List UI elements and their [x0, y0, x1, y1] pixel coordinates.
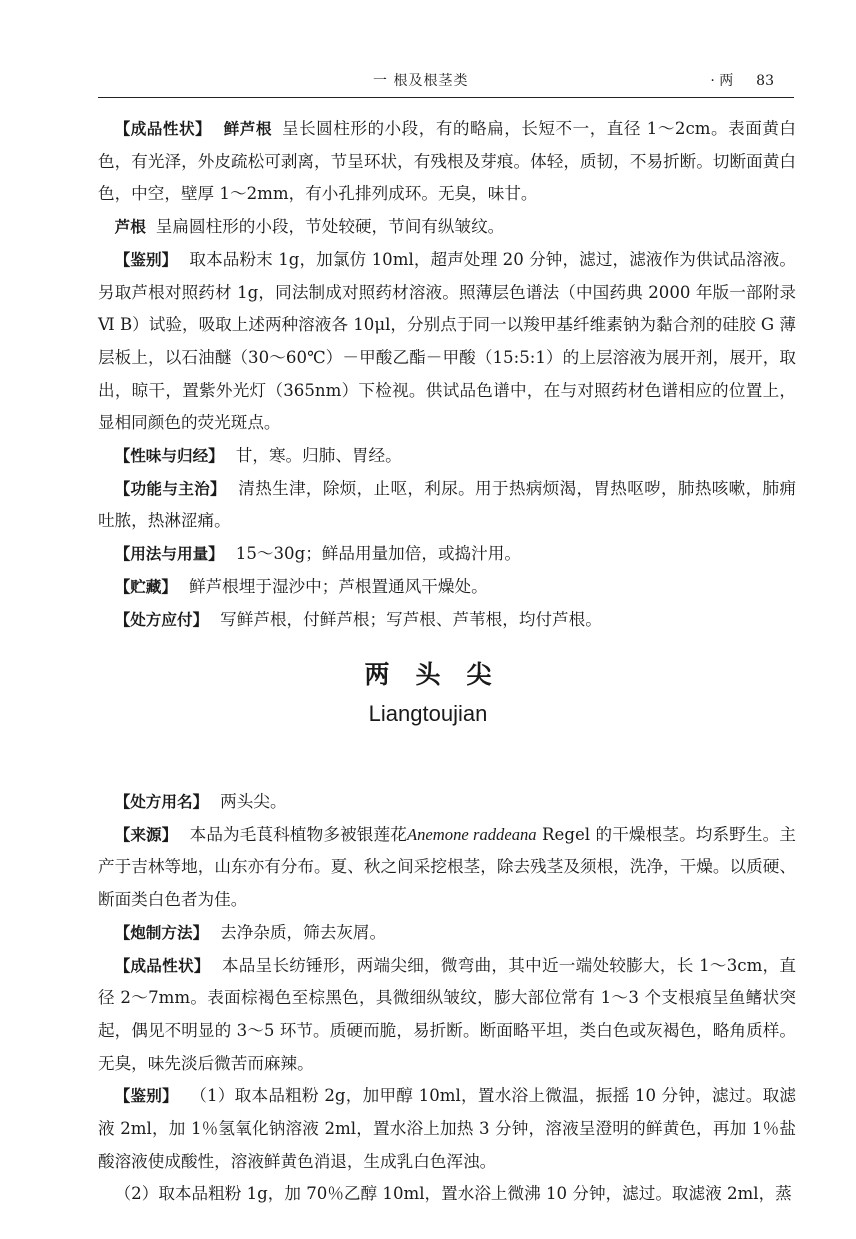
entry-pinyin: Liangtoujian [368, 701, 488, 726]
section-text: 两头尖。 [220, 792, 287, 811]
section-chengpin-xingzhuang-2 [98, 950, 796, 1081]
section-label: 【炮制方法】 [114, 923, 209, 942]
sub-label: 鲜芦根 [223, 120, 272, 138]
section-chufang [98, 604, 796, 637]
section-paozhi [98, 917, 796, 950]
section-chengpin-xingzhuang [98, 113, 796, 211]
section-lugen [98, 211, 796, 244]
section-text: （1）取本品粗粉 2g，加甲醇 10ml，置水浴上微温，振摇 10 分钟，滤过。取滤液 2ml，加 1％氢氧化钠溶液 2ml，置水浴上加热 3 分钟，溶液呈澄明的鲜黄色，再加 1％盐酸溶液使成酸性，溶液鲜黄色消退，生成乳白色浑浊。 [98, 1086, 796, 1171]
section-text: 呈长圆柱形的小段，有的略扁，长短不一，直径 1～2cm。表面黄白色，有光泽，外皮疏松可剥离，节呈环状，有残根及芽痕。体轻，质韧，不易折断。切断面黄白色，中空，壁厚 1～2mm，有小孔排列成环。无臭，味甘。 [98, 119, 796, 204]
lower-entry-body [98, 786, 796, 1211]
header-page-char: · 两 [710, 73, 734, 89]
section-chufang-yongming [98, 786, 796, 819]
section-text: 取本品粉末 1g，加氯仿 10ml，超声处理 20 分钟，滤过，滤液作为供试品溶液。另取芦根对照药材 1g，同法制成对照药材溶液。照薄层色谱法（中国药典 2000 年版一部附录Ⅵ B）试验，吸取上述两种溶液各 10μl，分别点于同一以羧甲基纤维素钠为黏合剂的硅胶 G 薄层板上，以石油醚（30～60℃）－甲酸乙酯－甲酸（15:5:1）的上层溶液为展开剂，展开，取出，晾干，置紫外光灯（365nm）下检视。供试品色谱中，在与对照药材色谱相应的位置上，显相同颜色的荧光斑点。 [98, 249, 796, 433]
header-page-info [710, 70, 774, 90]
section-text: 去净杂质，筛去灰屑。 [220, 922, 387, 942]
header-section-title: 一 根及根茎类 [373, 73, 469, 89]
running-header [98, 68, 794, 94]
upper-entry-body [98, 113, 796, 636]
section-text: 15～30g；鲜品用量加倍，或捣汁用。 [235, 544, 521, 564]
latin-name: Anemone raddeana [406, 824, 537, 844]
section-label: 【鉴别】 [114, 1087, 178, 1106]
section-text: Regel 的干燥根茎。均系野生。主产于吉林等地，山东亦有分布。夏、秋之间采挖根茎，除去残茎及须根，洗净，干燥。以质硬、断面类白色者为佳。 [98, 824, 796, 910]
section-text: 本品为毛茛科植物多被银莲花 [189, 824, 407, 844]
section-text: 本品呈长纺锤形，两端尖细，微弯曲，其中近一端处较膨大，长 1～3cm，直径 2～7mm。表面棕褐色至棕黑色，具微细纵皱纹，膨大部位常有 1～3 个支根痕呈鱼鳍状突起，偶见不明显的 3～5 环节。质硬而脆，易折断。断面略平坦，类白色或灰褐色，略角质样。无臭，味先淡后微苦而麻辣。 [98, 955, 796, 1073]
section-gongneng [98, 473, 796, 538]
section-text: 呈扁圆柱形的小段，节处较硬，节间有纵皱纹。 [155, 217, 505, 237]
section-text: 写鲜芦根，付鲜芦根；写芦根、芦苇根，均付芦根。 [220, 609, 602, 629]
section-label: 【来源】 [114, 825, 178, 844]
section-label: 【性味与归经】 [114, 447, 224, 466]
section-label: 【用法与用量】 [114, 545, 224, 564]
section-label: 【贮藏】 [114, 577, 177, 596]
section-xingwei [98, 440, 796, 473]
section-yongfa [98, 538, 796, 571]
section-label: 【处方用名】 [114, 793, 209, 811]
section-label: 【鉴别】 [114, 250, 178, 269]
header-rule [98, 97, 794, 98]
entry-title: 两头尖 [364, 660, 518, 689]
section-laiyuan [98, 819, 796, 917]
sub-label: 芦根 [114, 218, 146, 237]
section-jianbie [98, 244, 796, 440]
section-zhucang [98, 571, 796, 604]
section-text: （2）取本品粗粉 1g，加 70％乙醇 10ml，置水浴上微沸 10 分钟，滤过。取滤液 2ml，蒸 [114, 1184, 792, 1204]
section-jianbie-2-item2 [98, 1178, 796, 1211]
section-label: 【处方应付】 [114, 610, 209, 629]
section-label: 【成品性状】 [114, 120, 212, 138]
section-label: 【功能与主治】 [114, 479, 226, 498]
section-text: 鲜芦根埋于湿沙中；芦根置通风干燥处。 [188, 576, 488, 596]
section-jianbie-2 [98, 1080, 796, 1178]
section-text: 清热生津，除烦，止呕，利尿。用于热病烦渴，胃热呕哕，肺热咳嗽，肺痈吐脓，热淋涩痛。 [98, 478, 796, 531]
header-page-number: 83 [756, 73, 774, 89]
section-label: 【成品性状】 [114, 956, 210, 975]
section-text: 甘，寒。归肺、胃经。 [235, 446, 402, 466]
